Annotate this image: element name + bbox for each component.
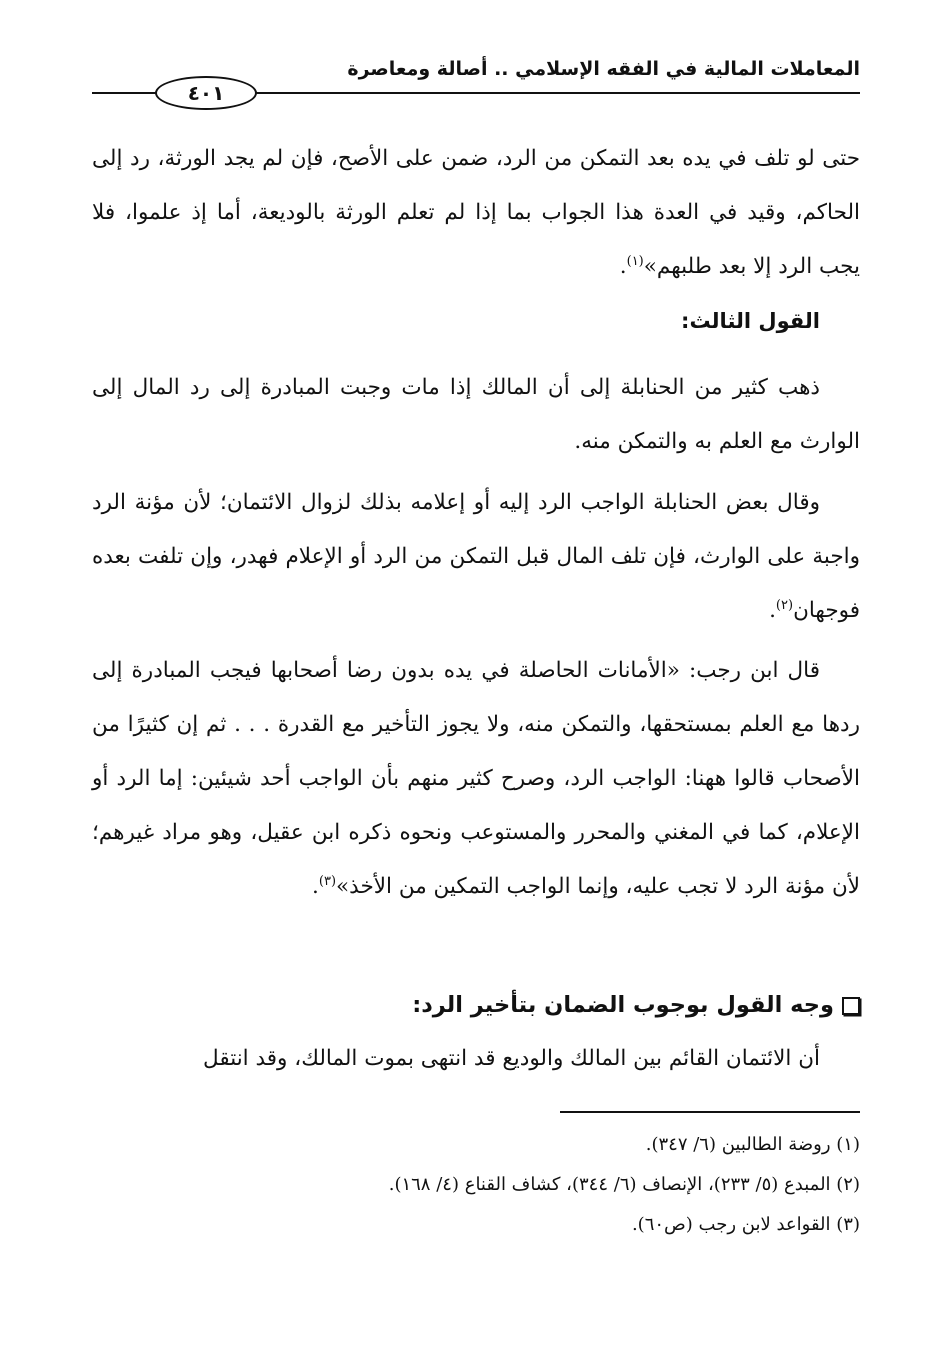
paragraph-3: وقال بعض الحنابلة الواجب الرد إليه أو إعلامه بذلك لزوال الائتمان؛ لأن مؤنة الرد واجبة على الوارث، فإن تلف المال قبل التمكن من الرد أو الإعلام فهدر، وإن تلفت بعده فوجهان$^{(٢)}$. [92, 490, 860, 623]
footnote-2: (٢) المبدع (٥/ ٢٣٣)، الإنصاف (٦/ ٣٤٤)، كشاف القناع (٤/ ١٦٨). [388, 1174, 860, 1195]
page-number: ٤٠١ [155, 76, 257, 110]
footnote-ref-1[interactable]: (١) [626, 253, 644, 269]
section-heading: وجه القول بوجوب الضمان بتأخير الرد: [92, 978, 860, 1032]
body-block-3 [92, 476, 860, 638]
footnote-ref-3[interactable]: (٣) [318, 873, 337, 889]
paragraph-2: ذهب كثير من الحنابلة إلى أن المالك إذا مات وجبت المبادرة إلى رد المال إلى الوارث مع العلم به والتمكن منه. [92, 375, 860, 454]
footnote-divider [560, 1111, 860, 1113]
body-block-4 [92, 644, 860, 914]
footnote-1: (١) روضة الطالبين (٦/ ٣٤٧). [645, 1134, 860, 1155]
footnotes [92, 1125, 860, 1245]
body-block-1 [92, 132, 860, 348]
running-title: المعاملات المالية في الفقه الإسلامي .. أصالة ومعاصرة [347, 58, 860, 80]
footnote-ref-2[interactable]: (٢) [775, 597, 794, 613]
heading-third-opinion: القول الثالث: [681, 309, 820, 333]
hollow-square-icon [842, 997, 860, 1015]
paragraph-4: قال ابن رجب: «الأمانات الحاصلة في يده بدون رضا أصحابها فيجب المبادرة إلى ردها مع العلم بمستحقها، والتمكن منه، ولا يجوز التأخير مع القدرة . . . ثم إن كثيرًا من الأصحاب قالوا ههنا: الواجب الرد، وصرح كثير منهم بأن الواجب أحد شيئين: إما الرد أو الإعلام، كما في المغني والمحرر والمستوعب ونحوه ذكره ابن عقيل، وهو مراد غيرهم؛ لأن مؤنة الرد لا تجب عليه، وإنما الواجب التمكين من الأخذ»$^{(٣)}$. [92, 658, 860, 899]
body-block-2 [92, 361, 860, 469]
paragraph-1: حتى لو تلف في يده بعد التمكن من الرد، ضمن على الأصح، فإن لم يجد الورثة، رد إلى الحاكم، وقيد في العدة هذا الجواب بما إذا لم تعلم الورثة بالوديعة، أما إذ علموا، فلا يجب الرد إلا بعد طلبهم»$^{(١)}$. [92, 146, 860, 279]
page-header [92, 56, 860, 105]
paragraph-5: أن الائتمان القائم بين المالك والوديع قد انتهى بموت المالك، وقد انتقل [203, 1046, 820, 1071]
footnote-3: (٣) القواعد لابن رجب (ص٦٠). [631, 1214, 860, 1235]
body-block-5 [92, 978, 860, 1086]
